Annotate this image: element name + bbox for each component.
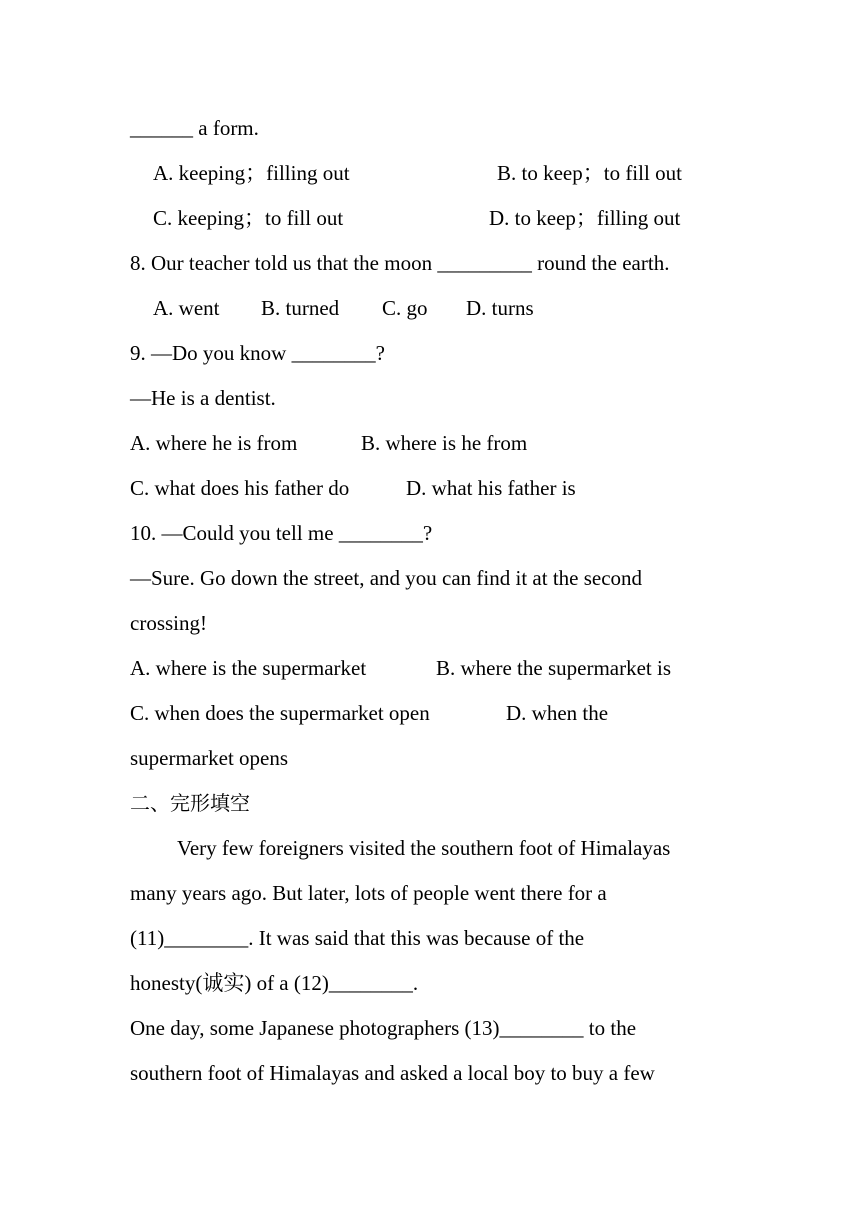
- q10-option-b: B. where the supermarket is: [436, 656, 672, 680]
- q9-answer: —He is a dentist.: [130, 386, 276, 410]
- q10-option-d: D. when the: [506, 701, 609, 725]
- q8-option-d: D. turns: [466, 296, 534, 320]
- q8-stem: 8. Our teacher told us that the moon _________ round the earth.: [130, 251, 670, 275]
- passage-line-2: many years ago. But later, lots of people went there for a: [130, 881, 607, 905]
- q10-option-d-cont: supermarket opens: [130, 746, 289, 770]
- q10-stem: 10. —Could you tell me ________?: [130, 521, 433, 545]
- q10-option-a: A. where is the supermarket: [130, 656, 367, 680]
- q10-answer-line1: —Sure. Go down the street, and you can find it at the second: [130, 566, 643, 590]
- q9-option-a: A. where he is from: [130, 431, 298, 455]
- q8-option-b: B. turned: [261, 296, 340, 320]
- q9-option-b: B. where is he from: [361, 431, 528, 455]
- q7-option-a: A. keeping；filling out: [153, 161, 350, 185]
- section-heading: 二、完形填空: [130, 791, 250, 815]
- q10-option-c: C. when does the supermarket open: [130, 701, 430, 725]
- q7-option-b: B. to keep；to fill out: [497, 161, 682, 185]
- q9-option-d: D. what his father is: [406, 476, 576, 500]
- q7-option-c: C. keeping；to fill out: [153, 206, 344, 230]
- passage-line-4: honesty(诚实) of a (12)________.: [130, 971, 419, 995]
- q8-option-a: A. went: [153, 296, 220, 320]
- q8-option-c: C. go: [382, 296, 428, 320]
- q7-option-d: D. to keep；filling out: [489, 206, 681, 230]
- q9-stem: 9. —Do you know ________?: [130, 341, 385, 365]
- passage-line-6: southern foot of Himalayas and asked a local boy to buy a few: [130, 1061, 655, 1085]
- q7-continuation: ______ a form.: [130, 116, 259, 140]
- q10-answer-line2: crossing!: [130, 611, 207, 635]
- passage-line-1: Very few foreigners visited the southern foot of Himalayas: [177, 836, 671, 860]
- passage-line-3: (11)________. It was said that this was because of the: [130, 926, 585, 950]
- passage-line-5: One day, some Japanese photographers (13)________ to the: [130, 1016, 637, 1040]
- q9-option-c: C. what does his father do: [130, 476, 350, 500]
